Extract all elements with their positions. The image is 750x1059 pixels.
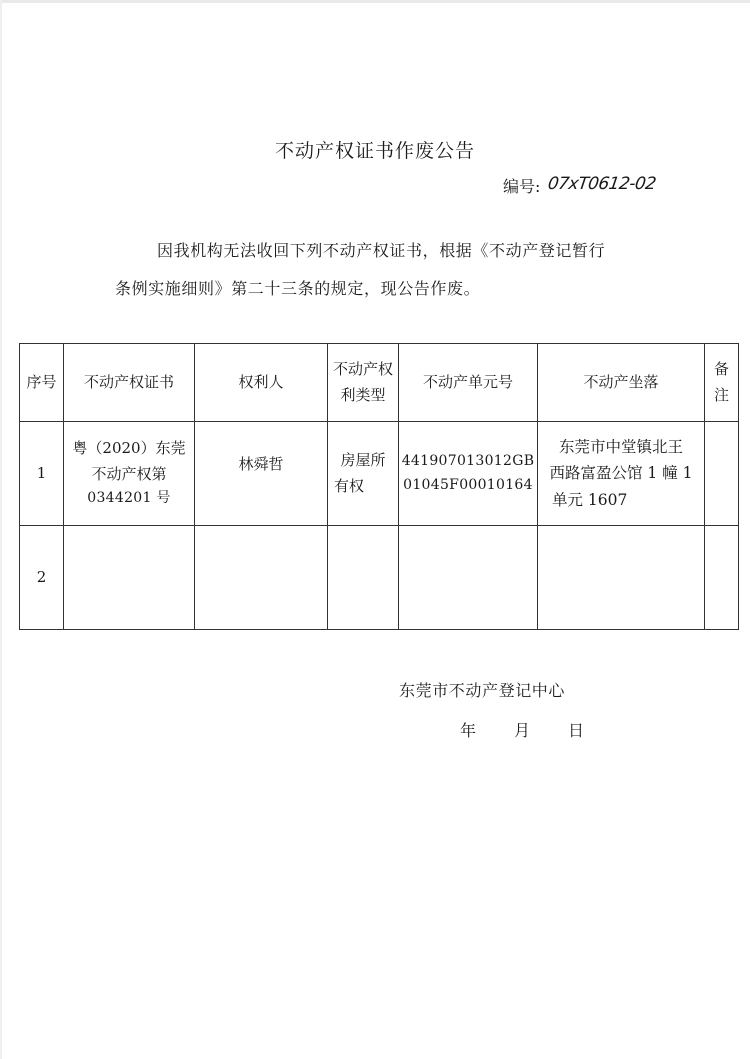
cell-right-type-line2: 有权 — [334, 476, 365, 495]
table-row — [20, 422, 739, 526]
cell-seq: 1 — [20, 422, 64, 526]
cell-location-line2: 西路富盈公馆 1 幢 1 — [549, 464, 693, 483]
cell-certificate — [64, 422, 195, 526]
announcement-text-line-2: 条例实施细则》第二十三条的规定，现公告作废。 — [115, 279, 481, 298]
document-number-label: 编号: — [503, 177, 541, 196]
header-seq: 序号 — [20, 344, 64, 422]
header-right-type-line2: 利类型 — [340, 385, 386, 404]
issue-date — [460, 718, 584, 741]
cell-unit-no-line2: 01045F00010164 — [403, 476, 533, 493]
cell-remark — [705, 526, 739, 630]
issuer-name: 东莞市不动产登记中心 — [399, 681, 566, 700]
cell-unit-no — [399, 526, 538, 630]
document-number-handwritten: 07xT0612-02 — [546, 174, 657, 194]
header-certificate: 不动产权证书 — [64, 344, 195, 422]
cell-unit-no-line1: 441907013012GB — [401, 452, 535, 469]
cell-holder: 林舜哲 — [195, 422, 328, 526]
cell-location — [538, 422, 705, 526]
header-unit-no: 不动产单元号 — [399, 344, 538, 422]
cell-remark — [705, 422, 739, 526]
document-title: 不动产权证书作废公告 — [274, 140, 475, 162]
cell-right-type-line1: 房屋所 — [340, 451, 386, 469]
cell-right-type — [328, 526, 399, 630]
header-location: 不动产坐落 — [538, 344, 705, 422]
cell-location-line3: 单元 1607 — [552, 490, 628, 509]
cell-unit-no — [399, 422, 538, 526]
cell-location-line1: 东莞市中堂镇北王 — [558, 437, 683, 456]
cell-certificate-line1: 粤（2020）东莞 — [72, 439, 186, 458]
header-holder: 权利人 — [195, 344, 328, 422]
date-year: 年 — [460, 721, 477, 740]
cell-location — [538, 526, 705, 630]
table-header-row — [20, 344, 739, 422]
date-day: 日 — [568, 721, 585, 740]
cell-right-type — [328, 422, 399, 526]
cell-certificate — [64, 526, 195, 630]
document-number — [503, 174, 655, 197]
cell-seq: 2 — [20, 526, 64, 630]
table-row — [20, 526, 739, 630]
header-remark-line1: 备 — [713, 360, 729, 378]
header-right-type — [328, 344, 399, 422]
header-remark — [705, 344, 739, 422]
announcement-text-line-1: 因我机构无法收回下列不动产权证书，根据《不动产登记暂行 — [157, 241, 606, 260]
header-right-type-line1: 不动产权 — [332, 360, 393, 378]
cell-holder — [195, 526, 328, 630]
invalidated-certificates-table — [19, 343, 739, 630]
header-remark-line2: 注 — [713, 385, 729, 404]
cell-certificate-line3: 0344201 号 — [87, 490, 171, 507]
cell-certificate-line2: 不动产权第 — [91, 464, 167, 483]
date-month: 月 — [514, 721, 531, 740]
page-edge — [0, 0, 750, 3]
